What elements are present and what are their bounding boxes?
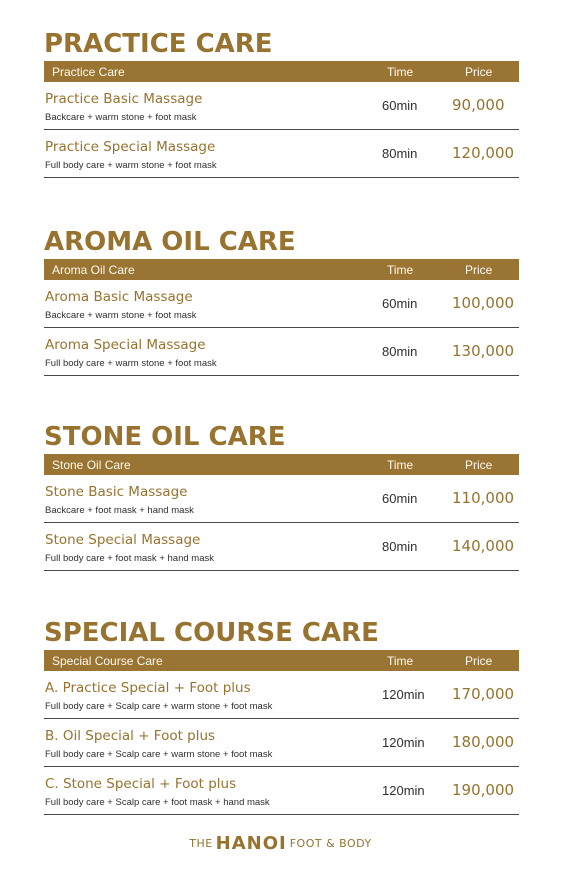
- table-row: [44, 767, 519, 815]
- service-name: Aroma Basic Massage: [45, 289, 193, 305]
- header-price: Price: [465, 654, 493, 668]
- service-name: Aroma Special Massage: [45, 337, 206, 353]
- service-description: Backcare + foot mask + hand mask: [45, 505, 194, 516]
- service-price: 120,000: [452, 144, 515, 162]
- service-description: Full body care + warm stone + foot mask: [45, 160, 217, 171]
- header-time: Time: [387, 65, 414, 79]
- section-title: STONE OIL CARE: [44, 422, 286, 452]
- service-price: 130,000: [452, 342, 515, 360]
- service-price: 100,000: [452, 294, 515, 312]
- table-row: [44, 82, 519, 130]
- brand-logo: [0, 833, 561, 854]
- table-row: [44, 671, 519, 719]
- table-row: [44, 523, 519, 571]
- service-duration: 80min: [382, 344, 418, 359]
- service-price: 180,000: [452, 733, 515, 751]
- header-price: Price: [465, 263, 493, 277]
- header-price: Price: [465, 65, 493, 79]
- service-duration: 120min: [382, 783, 425, 798]
- brand-prefix: THE: [189, 837, 213, 850]
- service-duration: 80min: [382, 539, 418, 554]
- header-time: Time: [387, 458, 414, 472]
- service-duration: 120min: [382, 735, 425, 750]
- header-category: Stone Oil Care: [52, 458, 131, 472]
- service-name: A. Practice Special + Foot plus: [45, 680, 251, 696]
- service-name: C. Stone Special + Foot plus: [45, 776, 237, 792]
- service-duration: 80min: [382, 146, 418, 161]
- service-price: 190,000: [452, 781, 515, 799]
- service-name: Practice Basic Massage: [45, 91, 203, 107]
- table-header: [44, 650, 519, 671]
- header-category: Special Course Care: [52, 654, 163, 668]
- table-header: [44, 61, 519, 82]
- header-category: Practice Care: [52, 65, 125, 79]
- service-description: Backcare + warm stone + foot mask: [45, 310, 197, 321]
- service-price: 140,000: [452, 537, 515, 555]
- header-time: Time: [387, 654, 414, 668]
- table-row: [44, 719, 519, 767]
- header-category: Aroma Oil Care: [52, 263, 135, 277]
- service-description: Full body care + foot mask + hand mask: [45, 553, 214, 564]
- section-title: SPECIAL COURSE CARE: [44, 618, 379, 648]
- service-duration: 60min: [382, 491, 418, 506]
- service-name: B. Oil Special + Foot plus: [45, 728, 216, 744]
- service-duration: 60min: [382, 98, 418, 113]
- service-price: 110,000: [452, 489, 515, 507]
- section-title: PRACTICE CARE: [44, 29, 273, 59]
- header-price: Price: [465, 458, 493, 472]
- service-name: Stone Basic Massage: [45, 484, 188, 500]
- service-description: Full body care + Scalp care + warm stone + foot mask: [45, 701, 273, 712]
- service-description: Full body care + Scalp care + foot mask + hand mask: [45, 797, 270, 808]
- table-header: [44, 454, 519, 475]
- table-row: [44, 280, 519, 328]
- service-description: Backcare + warm stone + foot mask: [45, 112, 197, 123]
- table-row: [44, 475, 519, 523]
- service-name: Practice Special Massage: [45, 139, 216, 155]
- brand-name: HANOI: [215, 833, 287, 854]
- service-price: 90,000: [452, 96, 505, 114]
- service-duration: 120min: [382, 687, 425, 702]
- service-price: 170,000: [452, 685, 515, 703]
- table-row: [44, 130, 519, 178]
- service-description: Full body care + Scalp care + warm stone + foot mask: [45, 749, 273, 760]
- service-duration: 60min: [382, 296, 418, 311]
- header-time: Time: [387, 263, 414, 277]
- brand-suffix: FOOT & BODY: [289, 837, 372, 850]
- section-title: AROMA OIL CARE: [44, 227, 296, 257]
- service-name: Stone Special Massage: [45, 532, 201, 548]
- service-description: Full body care + warm stone + foot mask: [45, 358, 217, 369]
- table-header: [44, 259, 519, 280]
- table-row: [44, 328, 519, 376]
